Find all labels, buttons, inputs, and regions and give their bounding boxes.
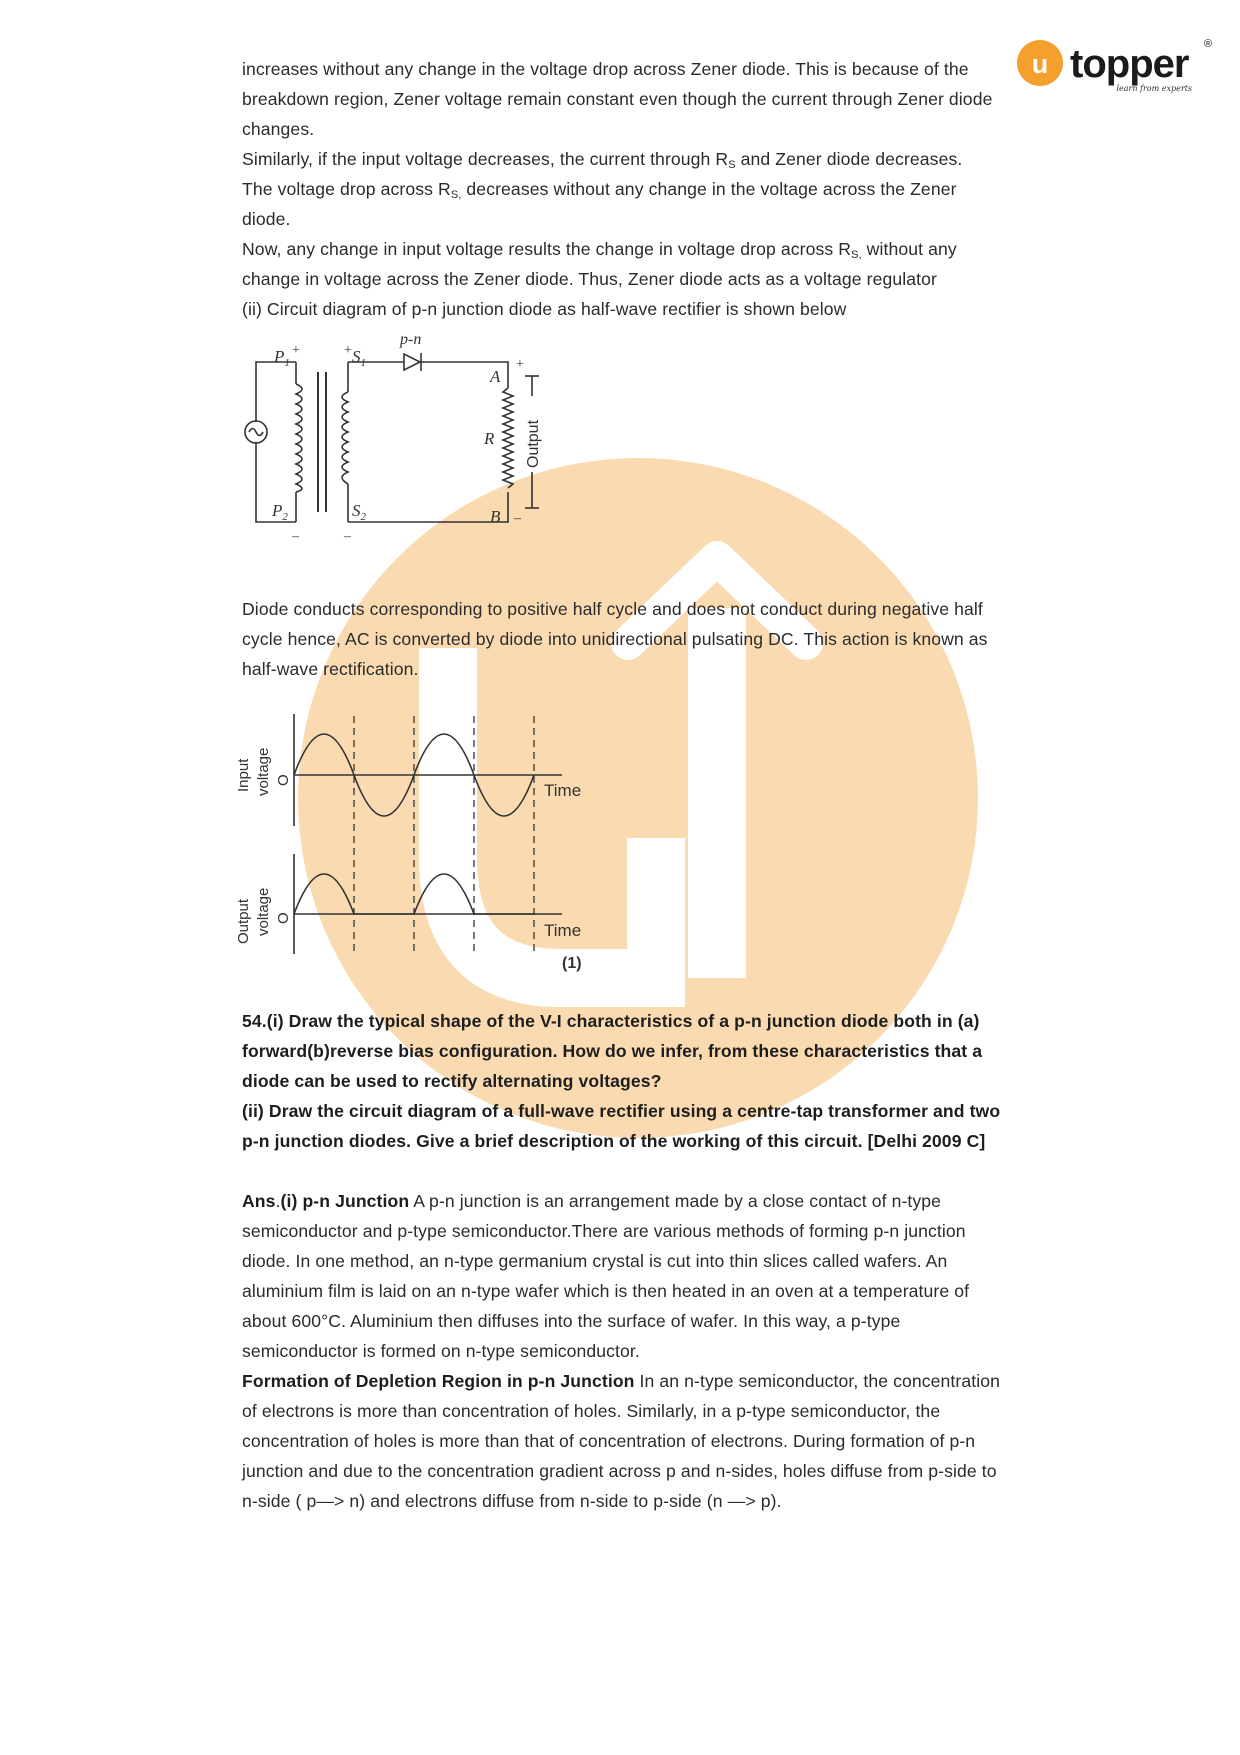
paragraph-half-wave: Diode conducts corresponding to positive half cycle and does not conduct during negative half cycle hence, AC is converted by diode into unidirectional pulsating DC. This action is known as half-wave rectification. (242, 599, 988, 679)
plus-secondary: + (344, 343, 352, 358)
input-origin: O (275, 774, 292, 786)
topper-logo[interactable] (1014, 34, 1214, 98)
label-output: Output (525, 419, 542, 468)
sine-symbol (249, 429, 263, 436)
label-s1: $S_1$ (352, 347, 366, 369)
output-origin: O (275, 912, 292, 924)
label-resistor: R (484, 429, 495, 448)
paragraph-regulator: Now, any change in input voltage results the change in voltage drop across $R_{S,}$ without any change in voltage across the Zener diode. Thus, Zener diode acts as a voltage regulator (242, 239, 957, 289)
minus-secondary: – (344, 529, 351, 544)
input-label-line1: Input (235, 758, 252, 792)
brand-name: topper (1070, 42, 1189, 86)
half-wave-waveforms (235, 696, 662, 976)
page-content (235, 54, 1002, 1516)
resistor (503, 388, 513, 488)
primary-coil (296, 384, 302, 492)
question-54-part-i: 54.(i) Draw the typical shape of the V-I characteristics of a p-n junction diode both in (a) forward(b)reverse bias configuration. How do we infer, from these characteristics that a diode can be used to rectify alternating voltages? (242, 1011, 983, 1091)
output-label-line1: Output (235, 898, 252, 944)
paragraph-circuit-intro: (ii) Circuit diagram of p-n junction diode as half-wave rectifier is shown below (242, 299, 847, 319)
paragraph-zener-breakdown: increases without any change in the voltage drop across Zener diode. This is because of the breakdown region, Zener voltage remain constant even though the current through Zener diode changes. (242, 59, 993, 139)
input-label-line2: voltage (255, 747, 272, 796)
answer-p-n-junction: Ans.(i) p-n Junction A p-n junction is an arrangement made by a close contact of n-type semiconductor and p-type semiconductor.There are various methods of forming p-n junction diode. In one method, an n-type germanium crystal is cut into thin slices called wafers. An aluminium film is laid on an n-type wafer which is then heated in an oven at a temperature of about 600°C. Aluminium then diffuses into the surface of wafer. In this way, a p-type semiconductor is formed on n-type semiconductor. (242, 1191, 970, 1361)
diode-triangle (404, 354, 420, 370)
wire-bottom (348, 492, 508, 522)
minus-output: – (514, 511, 521, 526)
brand-tagline: learn from experts (1116, 84, 1192, 93)
label-node-b: B (490, 507, 501, 526)
label-diode: p-n (400, 331, 422, 348)
guide-lines (354, 716, 534, 954)
input-time-label: Time (544, 781, 582, 800)
label-p2: $P_2$ (272, 501, 288, 523)
secondary-coil (342, 392, 348, 484)
output-label-line2: voltage (255, 887, 272, 936)
plus-primary: + (292, 343, 300, 358)
label-p1: $P_1$ (274, 347, 290, 369)
paragraph-input-decrease: Similarly, if the input voltage decreases, the current through $R_S$ and Zener diode decreases. (242, 149, 963, 171)
registered-mark: ® (1204, 38, 1213, 50)
primary-wire-top (256, 362, 296, 422)
half-wave-rectifier-circuit (228, 332, 568, 554)
badge-letter: u (1031, 49, 1049, 79)
answer-depletion-region: Formation of Depletion Region in p-n Junction In an n-type semiconductor, the concentration of electrons is more than concentration of holes. Similarly, in a p-type semiconductor, the concentration of holes is more than that of concentration of electrons. During formation of p-n junction and due to the concentration gradient across p and n-sides, holes diffuse from p-side to n-side ( p—> n) and electrons diffuse from n-side to p-side (n —> p). (242, 1371, 1001, 1511)
question-54-part-ii: (ii) Draw the circuit diagram of a full-wave rectifier using a centre-tap transformer and two p-n junction diodes. Give a brief description of the working of this circuit. [Delhi 2009 C] (242, 1101, 1001, 1151)
output-time-label: Time (544, 921, 582, 940)
marks-label: (1) (562, 955, 582, 972)
label-node-a: A (490, 367, 501, 386)
minus-primary: – (292, 529, 299, 544)
paragraph-voltage-drop: The voltage drop across $R_{S,}$ decreases without any change in the voltage across the Zener diode. (242, 179, 957, 229)
label-s2: $S_2$ (352, 501, 366, 523)
plus-output: + (516, 357, 524, 372)
